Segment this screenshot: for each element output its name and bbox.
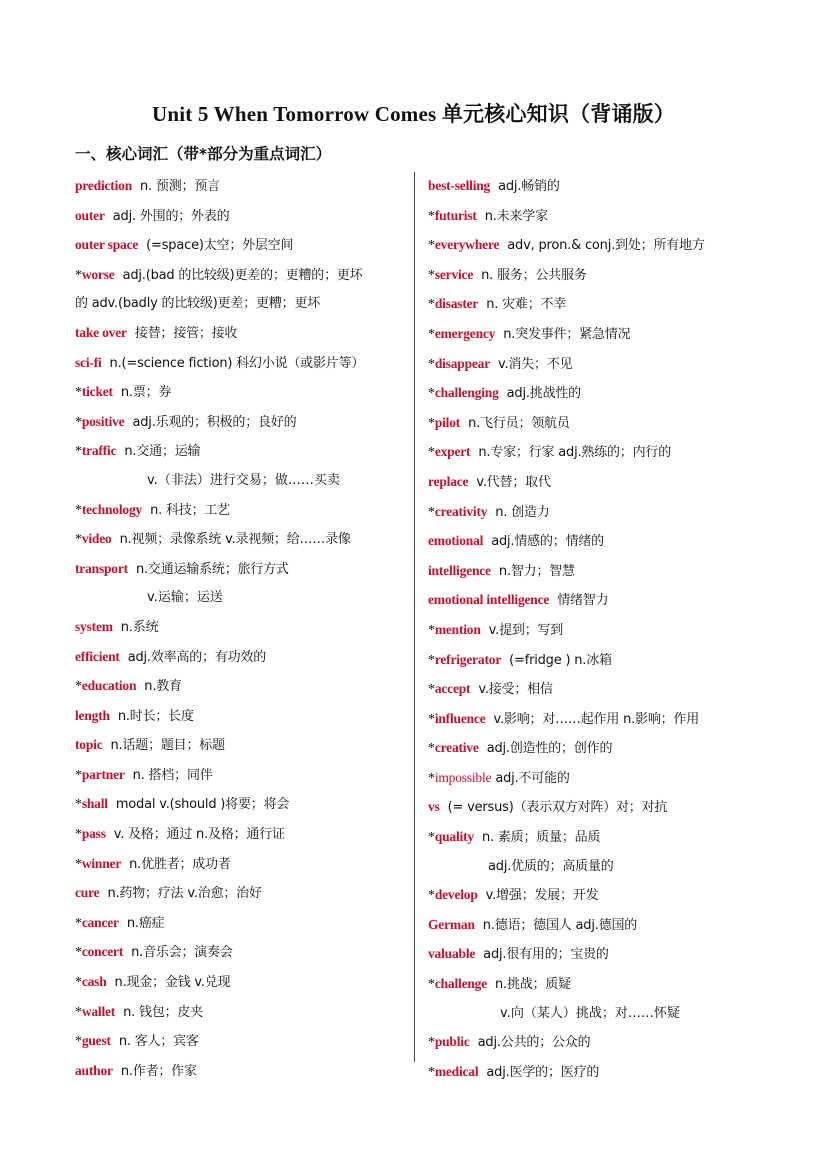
vocab-entry [428,646,758,676]
vocab-entry [428,320,758,350]
vocab-column-left [75,172,405,1086]
vocab-definition: v.接受；相信 [478,682,553,698]
vocab-word: influence [434,710,486,726]
vocab-entry [75,879,405,909]
vocab-entry [428,705,758,735]
key-word-marker: * [428,770,435,786]
vocab-word: prediction [75,178,133,193]
key-word-marker: * [75,767,82,783]
vocab-definition: (= versus)（表示双方对阵）对；对抗 [447,800,668,816]
key-word-marker: * [428,622,435,638]
vocab-word: winner [81,855,122,871]
vocab-word: worse [81,266,115,282]
vocab-word: disaster [434,296,479,312]
vocab-definition-continued: v.向（某人）挑战；对……怀疑 [500,1005,680,1021]
vocab-definition: n.音乐会；演奏会 [131,945,233,961]
vocab-definition: n.(=science fiction) 科幻小说（或影片等） [109,355,365,371]
vocab-definition: v. 及格；通过 n.及格；通行证 [113,827,285,843]
vocab-entry [428,468,758,498]
vocab-word: guest [81,1033,111,1049]
vocab-entry [75,231,405,261]
vocab-definition: adj.挑战性的 [506,386,581,402]
vocab-word: creativity [434,503,488,519]
vocab-entry [428,261,758,291]
vocab-word: cure [75,885,100,901]
vocab-entry [75,850,405,880]
vocab-word: cancer [81,914,119,930]
vocab-word: emotional intelligence [428,592,550,608]
vocab-definition: n.优胜者；成功者 [129,856,231,872]
vocab-word: futurist [434,207,477,223]
vocab-entry [75,968,405,998]
vocab-definition: v.代替；取代 [476,474,551,490]
vocab-definition: adj.医学的；医疗的 [486,1064,600,1080]
vocab-entry [428,616,758,646]
key-word-marker: * [75,827,82,843]
vocab-word: positive [81,413,125,429]
key-word-marker: * [75,532,82,548]
key-word-marker: * [428,267,435,283]
vocab-entry [75,938,405,968]
section-heading: 一、核心词汇（带*部分为重点词汇） [75,145,332,163]
vocab-definition: adj.不可能的 [495,770,570,786]
key-word-marker: * [428,1035,435,1051]
vocab-entry [428,881,758,911]
vocab-entry [75,1057,405,1087]
vocab-word: pilot [434,414,461,430]
vocab-definition: n. 科技；工艺 [150,502,230,518]
vocab-definition: n.挑战；质疑 [495,977,571,993]
vocab-entry [428,586,758,616]
page-title: Unit 5 When Tomorrow Comes 单元核心知识（背诵版） [151,102,676,126]
vocab-word: shall [81,796,108,812]
vocab-definition: adj.很有用的；宝贵的 [483,947,609,963]
vocab-word: sci-fi [75,354,102,370]
key-word-marker: * [75,1034,82,1050]
vocab-word: vs [428,799,440,815]
vocab-entry [75,643,405,673]
vocab-entry [428,1058,758,1088]
vocab-column-right [428,172,758,1087]
vocab-word: mention [434,621,481,637]
vocab-word: partner [81,766,125,782]
vocab-entry [428,911,758,941]
vocab-word: length [75,707,110,723]
vocab-definition-continued: adj.优质的；高质量的 [488,858,614,874]
vocab-word: ticket [81,384,113,400]
vocab-entry [75,731,405,761]
vocab-entry [428,764,758,794]
vocab-word: expert [434,444,471,460]
vocab-entry [75,998,405,1028]
vocab-word: develop [434,887,478,903]
key-word-marker: * [75,502,82,518]
key-word-marker: * [428,741,435,757]
vocab-definition: adj.乐观的；积极的；良好的 [132,414,297,430]
vocab-definition: n.交通运输系统；旅行方式 [135,561,289,577]
vocab-entry [75,761,405,791]
vocab-entry [428,498,758,528]
vocab-entry [428,734,758,764]
vocab-word: replace [428,473,469,489]
vocab-definition: n.票；券 [120,385,172,401]
vocab-entry [428,379,758,409]
vocab-word: everywhere [434,237,500,253]
vocab-definition: n.话题；题目；标题 [110,738,225,754]
vocab-word: intelligence [428,562,491,578]
vocab-entry [428,231,758,261]
vocab-definition: n.视频；录像系统 v.录视频；给……录像 [119,532,351,548]
key-word-marker: * [75,444,82,460]
vocab-definition: n. 客人；宾客 [118,1034,199,1050]
vocab-word: education [81,678,137,694]
vocab-entry [428,438,758,468]
vocab-word: take over [75,324,127,340]
vocab-word: service [434,266,474,282]
vocab-definition: (=fridge ) n.冰箱 [509,652,612,668]
vocab-entry [75,437,405,467]
key-word-marker: * [428,888,435,904]
vocab-entry [75,909,405,939]
vocab-definition: n.智力；智慧 [498,563,575,579]
vocab-definition: n.系统 [120,619,159,635]
vocab-entry [75,672,405,702]
key-word-marker: * [75,975,82,991]
vocab-word: best-selling [428,178,491,193]
vocab-definition: v.提到；写到 [488,622,564,638]
vocab-word: challenging [434,385,499,401]
vocab-entry [75,1027,405,1057]
vocab-word: refrigerator [434,651,502,667]
vocab-entry [428,202,758,232]
vocab-entry [428,172,758,202]
vocab-definition-continued: v.运输；运送 [147,590,223,606]
key-word-marker: * [428,682,435,698]
vocab-definition: adj.畅销的 [498,179,560,194]
vocab-entry [75,349,405,379]
key-word-marker: * [428,652,435,668]
key-word-marker: * [75,915,82,931]
vocab-entry [75,790,405,820]
vocab-word: emotional [428,533,484,549]
vocab-definition: n. 预测；预言 [140,179,220,194]
vocab-definition: adj. 外围的；外表的 [112,208,230,224]
vocab-word: medical [434,1063,479,1079]
key-word-marker: * [75,945,82,961]
vocab-definition: n.突发事件；紧急情况 [503,326,631,342]
vocab-entry [428,675,758,705]
vocab-definition: adj.(bad 的比较级)更差的；更糟的；更坏 [122,267,363,283]
vocab-word: author [75,1062,113,1078]
vocab-definition: 情绪智力 [557,593,609,609]
vocab-entry [75,702,405,732]
vocab-entry [428,409,758,439]
vocab-entry [428,290,758,320]
vocab-definition: n.癌症 [126,915,165,931]
vocab-definition: v.增强；发展；开发 [485,888,599,904]
key-word-marker: * [75,856,82,872]
vocab-definition: n.飞行员；领航员 [468,415,570,431]
key-word-marker: * [428,297,435,313]
key-word-marker: * [75,414,82,430]
vocab-word: emergency [434,325,496,341]
vocab-definition: n.专家；行家 adj.熟练的；内行的 [478,445,672,461]
key-word-marker: * [428,415,435,431]
key-word-marker: * [75,797,82,813]
vocab-definition: n.未来学家 [484,208,548,224]
vocab-word: quality [434,829,474,845]
key-word-marker: * [428,208,435,224]
vocab-definition: n. 钱包；皮夹 [123,1004,204,1020]
vocab-word: pass [81,826,106,842]
vocab-definition-continued: 的 adv.(badly 的比较级)更差；更糟；更坏 [75,296,321,312]
vocab-entry [75,378,405,408]
vocab-definition: 接替；接管；接收 [134,325,238,341]
vocab-entry [75,820,405,850]
vocab-definition: n.时长；长度 [117,708,194,724]
key-word-marker: * [428,1064,435,1080]
vocab-entry [75,202,405,232]
vocab-entry [75,319,405,349]
vocab-definition: n.交通；运输 [124,444,201,460]
vocab-definition-continued: v.（非法）进行交易；做……买卖 [147,472,340,488]
key-word-marker: * [428,977,435,993]
vocab-entry [428,557,758,587]
vocab-definition: n. 服务；公共服务 [481,267,587,283]
key-word-marker: * [428,356,435,372]
vocab-definition: modal v.(should )将要；将会 [115,797,290,813]
vocab-entry [75,555,405,585]
vocab-word: traffic [81,443,117,459]
vocab-entry [75,613,405,643]
vocab-word: transport [75,560,128,576]
vocab-definition: adj.情感的；情绪的 [491,534,604,550]
vocab-definition: v.消失；不见 [498,356,573,372]
vocab-word: video [81,531,112,547]
key-word-marker: * [428,326,435,342]
vocab-definition: n.作者；作家 [120,1063,197,1079]
key-word-marker: * [75,1004,82,1020]
vocab-word: topic [75,737,103,753]
vocab-word: system [75,618,113,634]
vocab-word: public [434,1034,470,1050]
vocab-entry [428,1028,758,1058]
vocab-entry [428,940,758,970]
key-word-marker: * [428,445,435,461]
vocab-definition: (=space)太空；外层空间 [146,238,294,254]
vocab-word: cash [81,974,107,990]
key-word-marker: * [75,679,82,695]
vocab-definition: n.现金；金钱 v.兑现 [114,975,231,991]
vocab-definition: adj.公共的；公众的 [477,1035,591,1051]
vocab-word: creative [434,740,479,756]
vocab-definition: n. 素质；质量；品质 [481,830,601,846]
vocab-definition: n. 搭档；同伴 [132,767,213,783]
vocab-word: outer [75,207,105,223]
vocab-definition: n.德语；德国人 adj.德国的 [482,917,638,933]
vocab-word: accept [434,681,471,697]
key-word-marker: * [428,238,435,254]
vocab-word: technology [81,501,143,517]
vocab-entry [75,525,405,555]
key-word-marker: * [428,830,435,846]
vocab-word: outer space [75,237,139,253]
key-word-marker: * [428,711,435,727]
vocab-word: challenge [434,976,488,992]
vocab-entry [428,823,758,853]
vocab-definition: n. 创造力 [495,504,550,520]
vocab-word: concert [81,944,124,960]
vocab-definition: adj.效率高的；有功效的 [127,649,267,665]
vocab-entry [75,261,405,291]
vocab-entry [75,172,405,202]
vocab-word: efficient [75,648,120,664]
vocab-entry [428,793,758,823]
vocab-definition: n.药物；疗法 v.治愈；治好 [107,886,262,902]
vocab-definition: n.教育 [144,679,182,695]
vocab-entry [75,496,405,526]
key-word-marker: * [75,267,82,283]
vocab-definition: adj.创造性的；创作的 [486,741,613,757]
key-word-marker: * [428,504,435,520]
vocab-word: wallet [81,1003,116,1019]
vocab-word: valuable [428,946,476,962]
vocab-word: impossible [434,769,492,785]
vocab-definition: v.影响；对……起作用 n.影响；作用 [493,711,700,727]
vocab-definition: n. 灾难；不幸 [486,297,567,313]
key-word-marker: * [428,386,435,402]
vocab-entry [75,408,405,438]
vocab-entry [428,350,758,380]
vocab-word: German [428,916,475,932]
key-word-marker: * [75,385,82,401]
column-divider [414,172,415,1062]
vocab-definition: adv, pron.& conj.到处；所有地方 [507,238,705,254]
vocab-word: disappear [434,355,491,371]
vocab-entry [428,970,758,1000]
vocab-entry [428,527,758,557]
